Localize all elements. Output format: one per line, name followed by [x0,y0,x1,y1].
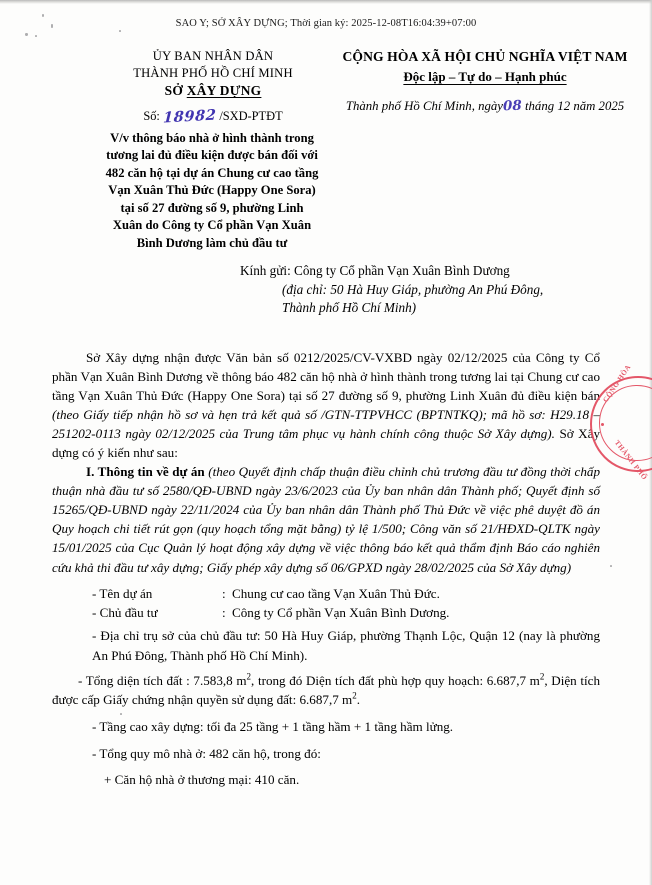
recipient-address-line-1: (địa chỉ: 50 Hà Huy Giáp, phường An Phú Đông, [282,281,544,297]
recipient-block [0,262,652,318]
issue-date-line [330,97,640,115]
scan-speckle [42,14,44,17]
intro-citation: (theo Giấy tiếp nhận hồ sơ và hẹn trả kết quả số /GTN-TTPVHCC (BPTNTKQ); mã hồ sơ: H29.18 – 251202-0113 ngày 02/12/2025 của Trung tâm phục vụ hành chính công thuộc Sở Xây dựng). [52,407,600,442]
land-area-superscript-1: 2 [246,671,252,682]
document-number-label: Số: [143,108,160,123]
issuing-authority-block [78,48,348,125]
department-name: XÂY DỰNG [186,83,262,99]
subject-line-6: Xuân do Công ty Cổ phần Vạn Xuân [112,218,312,233]
seal-dot-left [601,423,604,426]
document-number-line [78,106,348,125]
issue-date-month-year: tháng 12 năm 2025 [524,98,625,113]
authority-line-2: THÀNH PHỐ HỒ CHÍ MINH [133,65,293,80]
national-motto: Độc lập – Tự do – Hạnh phúc [403,69,567,85]
intro-paragraph [52,348,600,462]
subject-line-1: V/v thông báo nhà ở hình thành trong [110,131,314,145]
list-item-commercial-apartments: + Căn hộ nhà ở thương mại: 410 căn. [104,772,300,788]
section-1-heading: I. Thông tin về dự án [86,464,205,480]
list-item-investor [92,603,600,623]
project-name-colon: : [222,585,226,601]
list-item-land-area [52,671,600,710]
document-number-value: 18982 [162,106,217,127]
project-info-list [52,584,600,791]
intro-text-part-1: Sở Xây dựng nhận được Văn bản số 0212/2025/CV-VXBD ngày 02/12/2025 của Công ty Cổ phần Vạn Xuân Bình Dương về thông báo 482 căn hộ nhà ở hình thành trong tương lai tại Chung cư cao tầng Vạn Xuân Thủ Đức (Happy One Sora) tại số 27 đường số 9, phường Linh Xuân đủ điều kiện bán [52,350,600,404]
subject-line-5: tại số 27 đường số 9, phường Linh [120,200,304,215]
scan-edge-shadow-top [0,0,652,4]
official-red-seal [590,363,652,482]
investor-colon: : [222,605,226,621]
subject-line-4: Vạn Xuân Thủ Đức (Happy One Sora) [108,183,316,198]
scan-speckle [119,30,121,32]
section-1-citation: (theo Quyết định chấp thuận điều chỉnh chủ trương đầu tư đồng thời chấp thuận nhà đầu tư số 2580/QĐ-UBND ngày 23/6/2023 của Ủy ban nhân dân Thành phố; Quyết định số 15265/QĐ-UBND ngày 22/11/2024 của Ủy ban nhân dân Thành phố Thủ Đức về việc phê duyệt đồ án Quy hoạch chi tiết rút gọn (quy hoạch tổng mặt bằng) tỷ lệ 1/500; Công văn số 21/HĐXD-QLTK ngày 15/01/2025 của Cục Quản lý hoạt động xây dựng về việc thông báo kết quả thẩm định Báo cáo nghiên cứu khả thi đầu tư xây dựng; Giấy phép xây dựng số 06/GPXD ngày 28/02/2025 của Sở Xây dựng) [52,464,601,575]
land-area-superscript-3: 2 [352,690,357,701]
scan-speckle [35,35,37,37]
national-heading-block [330,48,640,115]
land-area-part-1: - Tổng diện tích đất : 7.583,8 m [78,672,247,688]
land-area-part-2: , trong đó Diện tích đất phù hợp quy hoạch: 6.687,7 m [251,672,540,688]
list-item-project-name [92,584,600,604]
land-area-part-3: , Diện tích được cấp Giấy chứng nhận quyền sử dụng đất: 6.687,7 m [52,672,600,708]
scan-speckle [610,565,612,567]
scan-speckle [25,33,28,36]
section-1-paragraph [52,462,600,576]
land-area-part-4: . [356,692,360,708]
project-name-label: - Tên dự án [92,585,153,601]
seal-bottom-arc-text: THÀNH PHỐ [612,438,649,482]
subject-line-2: tương lai đủ điều kiện được bán đối với [106,148,318,163]
investor-value: Công ty Cổ phần Vạn Xuân Bình Dương. [232,605,450,621]
subject-block [78,130,346,252]
investor-label: - Chủ đầu tư [92,605,158,621]
land-area-superscript-2: 2 [539,671,545,682]
subject-line-3: 482 căn hộ tại dự án Chung cư cao tầng [105,165,319,180]
intro-text-part-2: Sở Xây dựng có ý kiến như sau: [52,426,600,461]
issue-date-prefix: Thành phố Hồ Chí Minh, ngày [345,98,503,113]
issue-date-day: 08 [502,97,523,114]
list-item-head-office-address: - Địa chỉ trụ sở của chủ đầu tư: 50 Hà Huy Giáp, phường Thạnh Lộc, Quận 12 (nay là phường An Phú Đông, Thành phố Hồ Chí Minh). [92,628,600,663]
document-body [52,348,600,790]
authority-line-1: ỦY BAN NHÂN DÂN [152,49,274,63]
recipient-address-line-2: Thành phố Hồ Chí Minh) [282,300,417,316]
subject-line-7: Bình Dương làm chủ đầu tư [136,235,288,250]
list-item-housing-scale: - Tổng quy mô nhà ở: 482 căn hộ, trong đó: [92,745,321,761]
document-number-suffix: /SXD-PTĐT [219,108,283,123]
digital-signature-header: SAO Y; SỞ XÂY DỰNG; Thời gian ký: 2025-12-08T16:04:39+07:00 [175,18,477,29]
list-item-building-height: - Tầng cao xây dựng: tối đa 25 tầng + 1 tầng hầm + 1 tầng hầm lửng. [92,718,454,734]
recipient-name: Kính gửi: Công ty Cổ phần Vạn Xuân Bình Dương [240,263,510,278]
project-name-value: Chung cư cao tầng Vạn Xuân Thủ Đức. [232,585,440,601]
department-prefix: SỞ [164,83,187,99]
seal-top-arc-text: CỘNG HÒA [601,363,633,404]
country-name: CỘNG HÒA XÃ HỘI CHỦ NGHĨA VIỆT NAM [342,49,628,64]
authority-department [78,82,348,100]
